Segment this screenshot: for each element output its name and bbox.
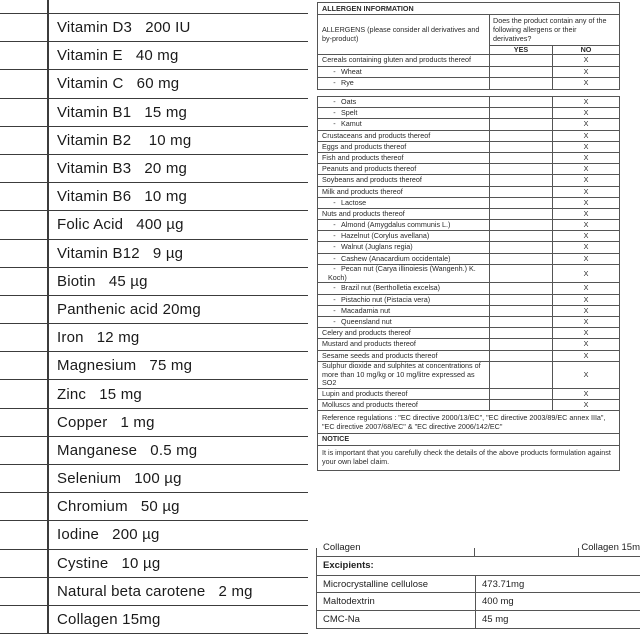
yes-no-header: [490, 46, 619, 54]
no-cell: X: [583, 130, 589, 140]
yes-cell: [490, 220, 553, 230]
clipped-collagen-row: [316, 542, 640, 556]
dash-bullet: -: [333, 264, 336, 274]
allergen-row: [318, 295, 619, 306]
allergen-name-cell: [318, 400, 490, 410]
allergen-row: [318, 400, 619, 411]
allergen-label: Sesame seeds and products thereof: [322, 350, 438, 360]
allergen-label: Oats: [341, 97, 357, 106]
yes-cell: [490, 97, 553, 107]
excipient-rows: [317, 576, 640, 628]
nutrient-label: Panthenic acid 20mg: [57, 300, 201, 318]
no-cell: X: [583, 283, 589, 293]
no-cell: X: [583, 305, 589, 315]
allergens-column-header: ALLERGENS (please consider all derivatives and by-product): [318, 15, 490, 54]
allergen-label: Pecan nut (Carya illinoiesis (Wangenh.) K. Koch): [328, 264, 476, 282]
excipient-amount: 473.71mg: [482, 578, 525, 590]
excipient-amount: 45 mg: [482, 613, 509, 625]
dash-bullet: -: [333, 97, 336, 106]
allergen-row: [318, 242, 619, 253]
dash-bullet: -: [333, 66, 336, 76]
allergen-rows-main: [318, 97, 619, 411]
allergen-table-main: [317, 96, 620, 471]
allergen-name-cell: [318, 175, 490, 185]
allergen-label: Brazil nut (Bertholletia excelsa): [341, 283, 441, 293]
dash-bullet: -: [333, 305, 336, 315]
allergen-name-cell: [318, 220, 490, 230]
no-cell: X: [583, 350, 589, 360]
allergen-label: Eggs and products thereof: [322, 141, 407, 151]
nutrients-rows: [0, 13, 308, 634]
allergen-label: Milk and products thereof: [322, 186, 403, 196]
allergen-label: Kamut: [341, 119, 362, 129]
yes-column-header: YES: [490, 46, 553, 54]
nutrient-row: [0, 549, 308, 577]
allergen-name-cell: [318, 328, 490, 338]
allergen-row: [318, 119, 619, 130]
nutrient-row: [0, 295, 308, 323]
allergen-row: [318, 317, 619, 328]
nutrient-label: Copper 1 mg: [57, 413, 155, 431]
no-cell: X: [583, 268, 589, 278]
nutrient-row: [0, 605, 308, 633]
nutrient-row: [0, 267, 308, 295]
no-cell: X: [583, 108, 589, 118]
allergen-row: [318, 198, 619, 209]
clipped-cell-left: [317, 542, 475, 556]
nutrient-row: [0, 436, 308, 464]
allergen-row: [318, 164, 619, 175]
excipient-row: [317, 593, 640, 610]
allergen-name-cell: [318, 295, 490, 305]
allergen-label: Molluscs and products thereof: [322, 399, 418, 409]
no-cell: X: [583, 208, 589, 218]
no-cell: X: [583, 399, 589, 409]
allergen-label: Walnut (Juglans regia): [341, 242, 413, 252]
nutrient-label: Selenium 100 µg: [57, 470, 182, 488]
nutrient-label: Cystine 10 µg: [57, 554, 161, 572]
allergen-row: [318, 362, 619, 389]
allergen-row: [318, 339, 619, 350]
nutrient-label: Collagen 15mg: [57, 611, 161, 629]
yes-cell: [490, 254, 553, 264]
allergen-name-cell: [318, 231, 490, 241]
yes-cell: [490, 187, 553, 197]
allergen-label: Wheat: [341, 66, 362, 76]
no-cell: X: [583, 316, 589, 326]
allergen-label: Sulphur dioxide and sulphites at concentrations of more than 10 mg/kg or 10 mg/litre expressed as SO2: [322, 361, 481, 387]
allergen-row: [318, 78, 619, 89]
yes-cell: [490, 389, 553, 399]
dash-bullet: -: [333, 283, 336, 293]
yes-cell: [490, 119, 553, 129]
nutrient-row: [0, 69, 308, 97]
nutrient-row: [0, 492, 308, 520]
allergen-label: Queensland nut: [341, 316, 392, 326]
no-cell: X: [583, 119, 589, 129]
yes-cell: [490, 142, 553, 152]
allergen-name-cell: [318, 97, 490, 107]
yes-cell: [490, 153, 553, 163]
allergen-label: Soybeans and products thereof: [322, 175, 422, 185]
no-cell: X: [583, 141, 589, 151]
allergen-row: [318, 67, 619, 78]
no-cell: X: [583, 197, 589, 207]
allergen-name-cell: [318, 198, 490, 208]
nutrient-row: [0, 464, 308, 492]
allergen-name-cell: [318, 242, 490, 252]
allergen-header-row: [318, 15, 619, 55]
yes-cell: [490, 351, 553, 361]
yes-cell: [490, 317, 553, 327]
allergen-label: Rye: [341, 78, 354, 88]
yes-cell: [490, 306, 553, 316]
allergen-row: [318, 187, 619, 198]
yes-cell: [490, 198, 553, 208]
nutrient-label: Biotin 45 µg: [57, 272, 148, 290]
allergen-label: Macadamia nut: [341, 305, 391, 315]
yes-cell: [490, 242, 553, 252]
allergen-name-cell: [318, 67, 490, 77]
allergen-name-cell: [318, 164, 490, 174]
allergen-name-cell: [318, 254, 490, 264]
yes-cell: [490, 175, 553, 185]
allergen-label: Celery and products thereof: [322, 328, 411, 338]
contains-question-block: [490, 15, 619, 54]
allergen-name-cell: [318, 131, 490, 141]
no-cell: X: [583, 231, 589, 241]
yes-cell: [490, 78, 553, 89]
allergen-name-cell: [318, 153, 490, 163]
allergen-rows-top: [318, 55, 619, 89]
allergen-name-cell: [318, 339, 490, 349]
allergen-name-cell: [318, 317, 490, 327]
nutrient-row: [0, 577, 308, 605]
nutrient-row: [0, 351, 308, 379]
excipients-table: [316, 556, 640, 629]
allergen-name-cell: [318, 55, 490, 65]
allergen-name-cell: [318, 187, 490, 197]
allergen-row: [318, 55, 619, 66]
yes-cell: [490, 362, 553, 388]
dash-bullet: -: [333, 119, 336, 129]
allergen-row: [318, 142, 619, 153]
no-cell: X: [583, 388, 589, 398]
dash-bullet: -: [333, 197, 336, 207]
yes-cell: [490, 67, 553, 77]
allergen-row: [318, 220, 619, 231]
excipient-row: [317, 576, 640, 593]
allergen-row: [318, 108, 619, 119]
no-cell: X: [583, 152, 589, 162]
nutrient-label: Iodine 200 µg: [57, 526, 160, 544]
allergen-label: Lactose: [341, 197, 367, 207]
allergen-row: [318, 231, 619, 242]
allergen-name-cell: [318, 306, 490, 316]
allergen-panel: [317, 2, 620, 471]
contains-question: Does the product contain any of the following allergens or their derivatives?: [490, 15, 619, 46]
no-cell: X: [583, 242, 589, 252]
yes-cell: [490, 265, 553, 283]
allergen-info-title: ALLERGEN INFORMATION: [318, 3, 619, 15]
excipient-amount: 400 mg: [482, 596, 514, 608]
excipient-name: Maltodextrin: [317, 593, 476, 609]
allergen-label: Fish and products thereof: [322, 152, 404, 162]
allergen-name-cell: [318, 209, 490, 219]
allergen-row: [318, 306, 619, 317]
yes-cell: [490, 164, 553, 174]
excipient-name: CMC-Na: [317, 611, 476, 628]
allergen-name-cell: [318, 362, 490, 388]
nutrient-label: Chromium 50 µg: [57, 498, 180, 516]
dash-bullet: -: [333, 253, 336, 263]
allergen-row: [318, 254, 619, 265]
allergen-label: Lupin and products thereof: [322, 388, 408, 398]
allergen-row: [318, 175, 619, 186]
no-cell: X: [583, 369, 589, 379]
notice-title: NOTICE: [318, 434, 619, 446]
allergen-row: [318, 97, 619, 108]
clipped-cell-right: [579, 542, 640, 556]
nutrient-label: Folic Acid 400 µg: [57, 216, 184, 234]
nutrient-row: [0, 182, 308, 210]
nutrients-table: [0, 0, 308, 636]
allergen-label: Crustaceans and products thereof: [322, 130, 431, 140]
nutrient-label: Vitamin B1 15 mg: [57, 103, 188, 121]
allergen-name-cell: [318, 351, 490, 361]
no-cell: X: [583, 294, 589, 304]
allergen-row: [318, 351, 619, 362]
nutrient-label: Zinc 15 mg: [57, 385, 142, 403]
allergen-row: [318, 283, 619, 294]
nutrient-label: Natural beta carotene 2 mg: [57, 582, 253, 600]
nutrient-label: Vitamin D3 200 IU: [57, 19, 191, 37]
dash-bullet: -: [333, 78, 336, 88]
allergen-label: Spelt: [341, 108, 358, 118]
nutrient-row: [0, 323, 308, 351]
allergen-name-cell: [318, 142, 490, 152]
nutrient-row: [0, 239, 308, 267]
nutrient-label: Vitamin B12 9 µg: [57, 244, 184, 262]
dash-bullet: -: [333, 242, 336, 252]
nutrient-row: [0, 98, 308, 126]
no-cell: X: [583, 66, 589, 76]
allergen-table-top: [317, 2, 620, 90]
dash-bullet: -: [333, 316, 336, 326]
clipped-text-right: Collagen 15m: [581, 542, 640, 553]
no-cell: X: [583, 164, 589, 174]
yes-cell: [490, 328, 553, 338]
no-cell: X: [583, 339, 589, 349]
allergen-label: Nuts and products thereof: [322, 208, 405, 218]
allergen-name-cell: [318, 389, 490, 399]
no-cell: X: [583, 220, 589, 230]
nutrient-row: [0, 520, 308, 548]
yes-cell: [490, 339, 553, 349]
no-cell: X: [583, 97, 589, 106]
nutrient-label: Iron 12 mg: [57, 329, 140, 347]
nutrient-row: [0, 41, 308, 69]
nutrient-row: [0, 210, 308, 238]
nutrient-row: [0, 13, 308, 41]
allergen-label: Peanuts and products thereof: [322, 164, 417, 174]
yes-cell: [490, 400, 553, 410]
allergen-name-cell: [318, 265, 490, 283]
excipient-row: [317, 611, 640, 628]
allergen-name-cell: [318, 108, 490, 118]
excipient-name: Microcrystalline cellulose: [317, 576, 476, 592]
allergen-label: Pistachio nut (Pistacia vera): [341, 294, 431, 304]
allergen-label: Cashew (Anacardium occidentale): [341, 253, 451, 263]
allergen-row: [318, 328, 619, 339]
yes-cell: [490, 295, 553, 305]
nutrient-label: Vitamin B2 10 mg: [57, 131, 192, 149]
dash-bullet: -: [333, 108, 336, 118]
yes-cell: [490, 108, 553, 118]
nutrient-row: [0, 379, 308, 407]
nutrient-row: [0, 408, 308, 436]
allergen-name-cell: [318, 78, 490, 89]
nutrient-label: Vitamin B6 10 mg: [57, 188, 188, 206]
yes-cell: [490, 209, 553, 219]
nutrient-row: [0, 154, 308, 182]
allergen-label: Hazelnut (Corylus avellana): [341, 231, 430, 241]
no-cell: X: [583, 186, 589, 196]
allergen-label: Mustard and products thereof: [322, 339, 416, 349]
dash-bullet: -: [333, 220, 336, 230]
nutrient-label: Magnesium 75 mg: [57, 357, 193, 375]
no-column-header: NO: [580, 45, 592, 55]
allergen-row: [318, 265, 619, 284]
allergen-row: [318, 389, 619, 400]
yes-cell: [490, 131, 553, 141]
allergen-name-cell: [318, 119, 490, 129]
allergen-label: Cereals containing gluten and products thereof: [322, 55, 472, 65]
dash-bullet: -: [333, 231, 336, 241]
no-cell: X: [583, 78, 589, 88]
notice-text: It is important that you carefully check the details of the above products formulation against your own label claim.: [322, 448, 611, 467]
excipients-section: [316, 542, 640, 629]
no-cell: X: [583, 328, 589, 338]
allergen-name-cell: [318, 283, 490, 293]
nutrient-row: [0, 126, 308, 154]
allergen-row: [318, 209, 619, 220]
allergen-label: Almond (Amygdalus communis L.): [341, 220, 451, 230]
clipped-cell-middle: [475, 548, 579, 556]
nutrient-label: Vitamin C 60 mg: [57, 75, 180, 93]
reference-regulations: Reference regulations : "EC directive 2000/13/EC", "EC directive 2003/89/EC annex IIIa", "EC directive 2007/68/EC" & "EC directive 2006/142/EC": [318, 411, 619, 434]
nutrient-label: Vitamin B3 20 mg: [57, 160, 188, 178]
allergen-row: [318, 153, 619, 164]
no-cell: X: [583, 55, 589, 65]
nutrient-label: Manganese 0.5 mg: [57, 441, 198, 459]
yes-cell: [490, 55, 553, 65]
yes-cell: [490, 283, 553, 293]
yes-cell: [490, 231, 553, 241]
nutrient-label: Vitamin E 40 mg: [57, 47, 179, 65]
clipped-text-left: Collagen: [323, 542, 361, 553]
no-cell: X: [583, 175, 589, 185]
dash-bullet: -: [333, 294, 336, 304]
allergen-row: [318, 131, 619, 142]
excipients-title: Excipients:: [317, 557, 640, 576]
no-cell: X: [583, 253, 589, 263]
